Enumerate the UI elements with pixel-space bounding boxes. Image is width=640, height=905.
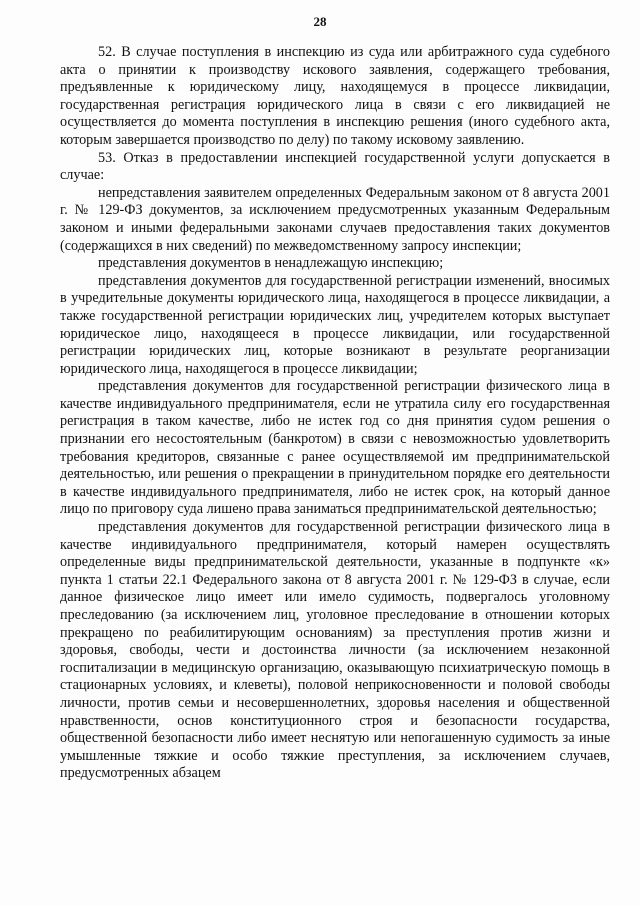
refusal-ground-existing-registration: представления документов для государственной регистрации физического лица в качестве индивидуального предпринимателя, если не утратила силу его государственная регистрация в таком качестве, либо не истек год со дня принятия судом решения о признании его несостоятельным (банкротом) в связи с невозможностью удовлетворить требования кредиторов, связанные с ранее осуществляемой им предпринимательской деятельностью, или решения о прекращении в принудительном порядке его деятельности в качестве индивидуального предпринимателя, либо не истек срок, на который данное лицо по приговору суда лишено права заниматься предпринимательской деятельностью; (60, 378, 610, 518)
refusal-ground-criminal-record: представления документов для государственной регистрации физического лица в качестве индивидуального предпринимателя, который намерен осуществлять определенные виды предпринимательской деятельности, указанные в подпункте «к» пункта 1 статьи 22.1 Федерального закона от 8 августа 2001 г. № 129-ФЗ в случае, если данное физическое лицо имеет или имело судимость, подвергалось уголовному преследованию (за исключением лиц, уголовное преследование в отношении которых прекращено по реабилитирующим основаниям) за преступления против жизни и здоровья, свободы, чести и достоинства личности (за исключением незаконной госпитализации в медицинскую организацию, оказывающую психиатрическую помощь в стационарных условиях, и клеветы), половой неприкосновенности и половой свободы личности, против семьи и несовершеннолетних, здоровья населения и общественной нравственности, основ конституционного строя и безопасности государства, общественной безопасности либо имеет неснятую или непогашенную судимость за иные умышленные тяжкие и особо тяжкие преступления, за исключением случаев, предусмотренных абзацем (60, 519, 610, 782)
page-number: 28 (313, 14, 327, 29)
document-body (60, 44, 610, 783)
paragraph-52: 52. В случае поступления в инспекцию из суда или арбитражного суда судебного акта о принятии к производству искового заявления, содержащего требования, предъявленные к юридическому лицу, находящемуся в процессе ликвидации, государственная регистрация юридического лица в связи с его ликвидацией не осуществляется до момента поступления в инспекцию решения (иного судебного акта, которым завершается производство по делу) по такому исковому заявлению. (60, 44, 610, 148)
paragraph-53: 53. Отказ в предоставлении инспекцией государственной услуги допускается в случае: (60, 149, 610, 184)
refusal-ground-wrong-inspection: представления документов в ненадлежащую инспекцию; (98, 255, 444, 272)
refusal-ground-liquidation: представления документов для государственной регистрации изменений, вносимых в учредительные документы юридического лица, находящегося в процессе ликвидации, а также государственной регистрации юридических лиц, учредителем которых выступает юридическое лицо, находящееся в процессе ликвидации, или государственной регистрации юридических лиц, которые возникают в результате реорганизации юридического лица, находящегося в процессе ликвидации; (60, 272, 610, 377)
refusal-ground-missing-documents: непредставления заявителем определенных Федеральным законом от 8 августа 2001 г. № 129-ФЗ документов, за исключением предусмотренных указанным Федеральным законом и иными федеральными законами случаев предоставления таких документов (содержащихся в них сведений) по межведомственному запросу инспекции; (60, 184, 610, 254)
